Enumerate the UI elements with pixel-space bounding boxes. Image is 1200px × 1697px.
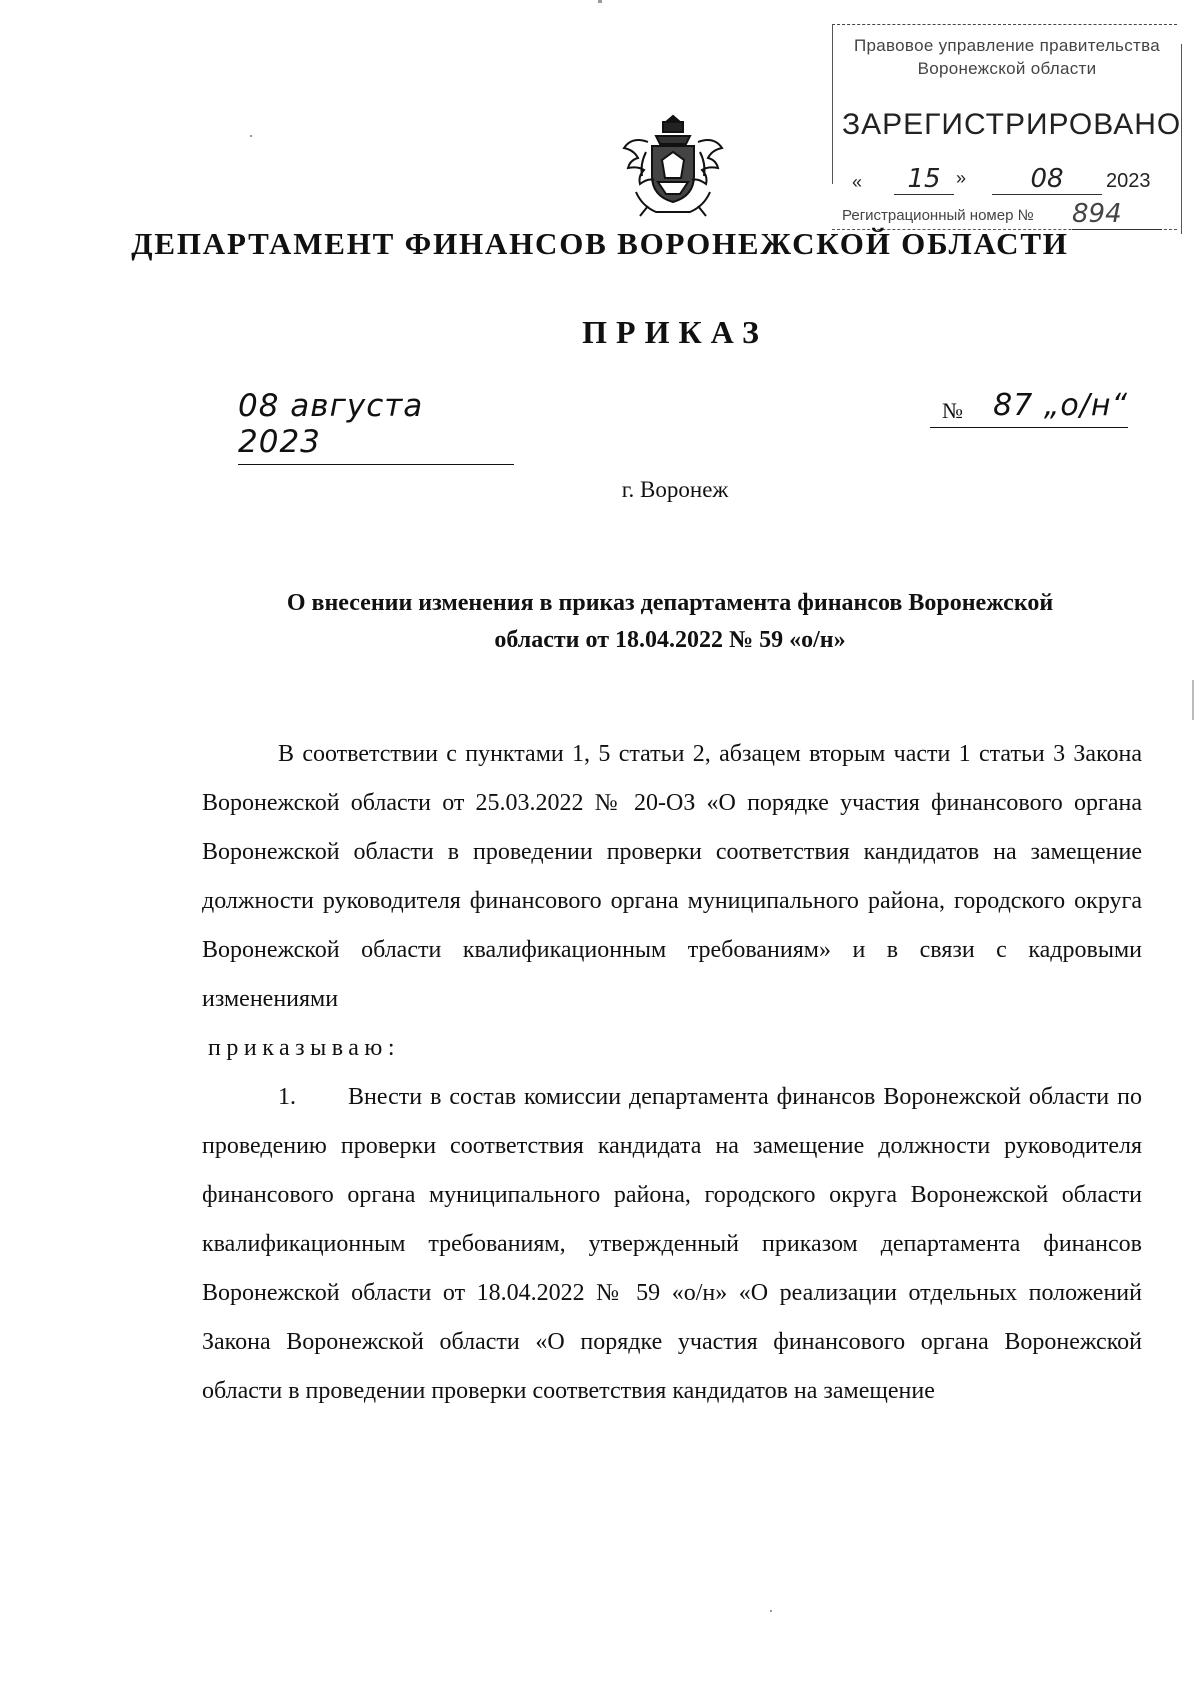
- stamp-regno: [842, 199, 1122, 229]
- item-1-text: Внести в состав комиссии департамента финансов Воронежской области по проведению проверки соответствия кандидата на замещение должности руководителя финансового органа муниципального района, городского округа Воронежской области квалификационным требованиям, утвержденный приказом департамента финансов Воронежской области от 18.04.2022 № 59 «о/н» «О реализации отдельных положений Закона Воронежской области «О порядке участия финансового органа Воронежской области в проведении проверки соответствия кандидатов на замещение: [202, 1084, 1142, 1404]
- order-number-label: №: [942, 398, 963, 423]
- stamp-quote-close: »: [956, 168, 967, 188]
- order-title: ПРИКАЗ: [582, 314, 768, 350]
- stamp-regno-value: 894: [1072, 199, 1162, 230]
- stamp-day: 15: [894, 164, 954, 195]
- stamp-border-top: [832, 24, 1177, 25]
- stamp-org-line1: Правовое управление правительства: [854, 36, 1160, 55]
- registration-stamp: [832, 24, 1182, 234]
- scan-speck: [770, 1610, 772, 1612]
- item-1-paragraph: [202, 1073, 1142, 1416]
- department-name: ДЕПАРТАМЕНТ ФИНАНСОВ ВОРОНЕЖСКОЙ ОБЛАСТИ: [131, 226, 1069, 261]
- subject-line2: области от 18.04.2022 № 59 «о/н»: [494, 627, 846, 653]
- city-name: г. Воронеж: [621, 477, 729, 502]
- stamp-border-left: [832, 24, 833, 184]
- stamp-month: 08: [992, 164, 1102, 195]
- stamp-regno-label: Регистрационный номер №: [842, 207, 1034, 224]
- stamp-quote-open: «: [852, 172, 863, 192]
- order-date-handwritten: 08 августа 2023: [238, 388, 514, 465]
- order-subject: [200, 585, 1140, 659]
- scan-speck: [1192, 680, 1194, 720]
- item-1-number: 1.: [278, 1084, 296, 1110]
- subject-line1: О внесении изменения в приказ департамента финансов Воронежской: [286, 590, 1054, 616]
- stamp-year: 2023: [1106, 170, 1151, 192]
- stamp-organization: [842, 34, 1172, 80]
- stamp-org-line2: Воронежской области: [917, 59, 1097, 78]
- scan-speck: [250, 135, 252, 137]
- stamp-registered-label: ЗАРЕГИСТРИРОВАНО: [842, 108, 1182, 141]
- preamble-paragraph: В соответствии с пунктами 1, 5 статьи 2, абзацем вторым части 1 статьи 3 Закона Воронежской области от 25.03.2022 № 20-ОЗ «О порядке участия финансового органа Воронежской области в проведении проверки соответствия кандидатов на замещение должности руководителя финансового органа муниципального района, городского округа Воронежской области квалификационным требованиям» и в связи с кадровыми изменениями: [202, 741, 1142, 1012]
- order-body: [202, 730, 1142, 1416]
- decree-word: приказываю:: [208, 1035, 401, 1061]
- voronezh-coat-of-arms-icon: [618, 112, 728, 222]
- scan-speck: [598, 0, 602, 3]
- order-number-handwritten: 87 „о/н“: [930, 388, 1128, 428]
- stamp-border-right: [1181, 44, 1182, 234]
- stamp-date: [852, 164, 1172, 195]
